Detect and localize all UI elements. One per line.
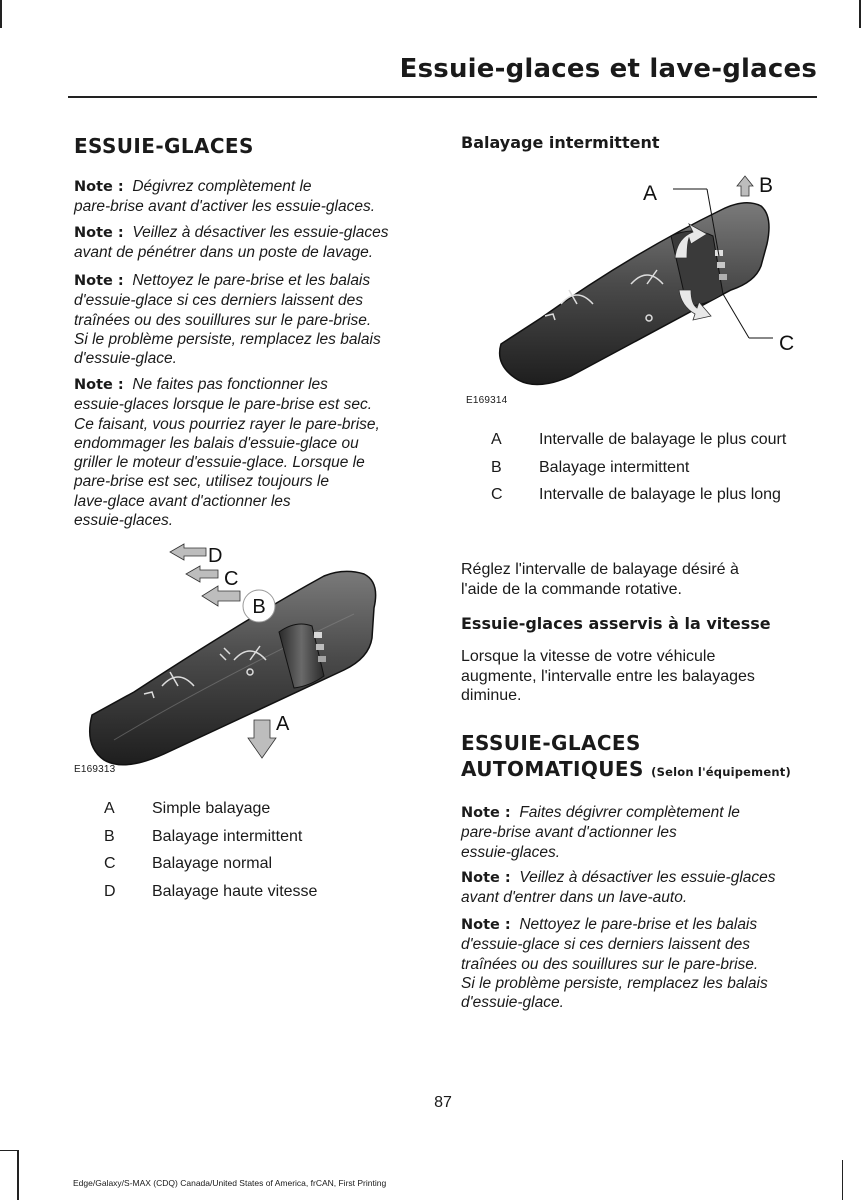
equipment-note: (Selon l'équipement) [651,765,791,779]
left-note-4: Note : Ne faites pas fonctionner les essuie-glaces lorsque le pare-brise est sec. Ce faisant, vous pourriez rayer le pare-brise, endommager les balais d'essuie-glace ou griller le moteur d'essuie-glace. Lorsque le pare-brise est sec, utilisez toujours le lave-glace avant d'actionner les essuie-glaces. [74,376,380,530]
arrow-up-icon [737,176,753,196]
figure-code: E169314 [466,395,508,406]
left-legend [74,799,426,909]
crop-mark-top-left [0,0,2,28]
legend-row: D Balayage haute vitesse [104,882,318,900]
footer-printing-info: Edge/Galaxy/S-MAX (CDQ) Canada/United States of America, frCAN, First Printing [73,1178,387,1188]
note-label: Note : [461,917,511,933]
legend-row: A Intervalle de balayage le plus court [491,431,787,448]
left-note-1: Note : Dégivrez complètement le pare-brise avant d'activer les essuie-glaces. [74,178,376,216]
section-heading-wipers: ESSUIE-GLACES [74,134,254,158]
note-label: Note : [461,870,511,886]
page-number: 87 [434,1094,452,1111]
crop-mark-bottom-left-v [17,1150,19,1200]
note-label: Note : [74,225,124,241]
right-note-1: Note : Faites dégivrer complètement le pare-brise avant d'actionner les essuie-glaces. [461,804,740,861]
crop-mark-bottom-right [842,1160,843,1200]
right-note-3: Note : Nettoyez le pare-brise et les balais d'essuie-glace si ces derniers laissent des traînées ou des souillures sur le pare-brise. Si le problème persiste, remplacez les balais d'essuie-glace. [461,916,768,1012]
stalk-body [500,203,769,385]
left-note-2: Note : Veillez à désactiver les essuie-glaces avant de pénétrer dans un poste de lavage. [74,224,389,262]
note-label: Note : [74,179,124,195]
wiper-stalk-figure-speeds [74,540,426,780]
right-note-2: Note : Veillez à désactiver les essuie-glaces avant d'entrer dans un lave-auto. [461,869,776,907]
figure-label-c: C [779,332,795,355]
wiper-stalk-figure-interval [461,166,813,396]
speed-paragraph: Lorsque la vitesse de votre véhicule augmente, l'intervalle entre les balayages diminue. [461,648,755,704]
legend-row: C Balayage normal [104,855,273,872]
heading-speed-dependent: Essuie-glaces asservis à la vitesse [461,614,771,633]
section-heading-auto-wipers: ESSUIE-GLACES AUTOMATIQUES (Selon l'équipement) [461,731,791,781]
figure-code: E169313 [74,764,116,775]
legend-row: C Intervalle de balayage le plus long [491,486,781,503]
figure-label-b: B [759,174,774,197]
legend-row: B Balayage intermittent [104,827,303,845]
note-label: Note : [74,377,124,393]
page-title: Essuie-glaces et lave-glaces [399,54,817,84]
note-label: Note : [461,805,511,821]
figure-label-b: B [252,596,266,618]
right-legend [461,430,813,513]
legend-row: A Simple balayage [104,800,271,817]
figure-label-c: C [224,568,239,590]
left-note-3: Note : Nettoyez le pare-brise et les balais d'essuie-glace si ces derniers laissent des traînées ou des souillures sur le pare-brise. Si le problème persiste, remplacez les balais d'essuie-glace. [74,272,381,368]
heading-intermittent: Balayage intermittent [461,133,660,152]
crop-mark-bottom-left-h [0,1150,18,1151]
legend-row: B Balayage intermittent [491,458,690,476]
figure-label-a: A [276,713,290,735]
interval-paragraph: Réglez l'intervalle de balayage désiré à l'aide de la commande rotative. [461,561,739,598]
figure-label-d: D [208,545,223,567]
note-label: Note : [74,273,124,289]
arrow-down-icon [248,720,276,758]
figure-label-a: A [643,182,658,205]
header-rule [68,96,817,98]
